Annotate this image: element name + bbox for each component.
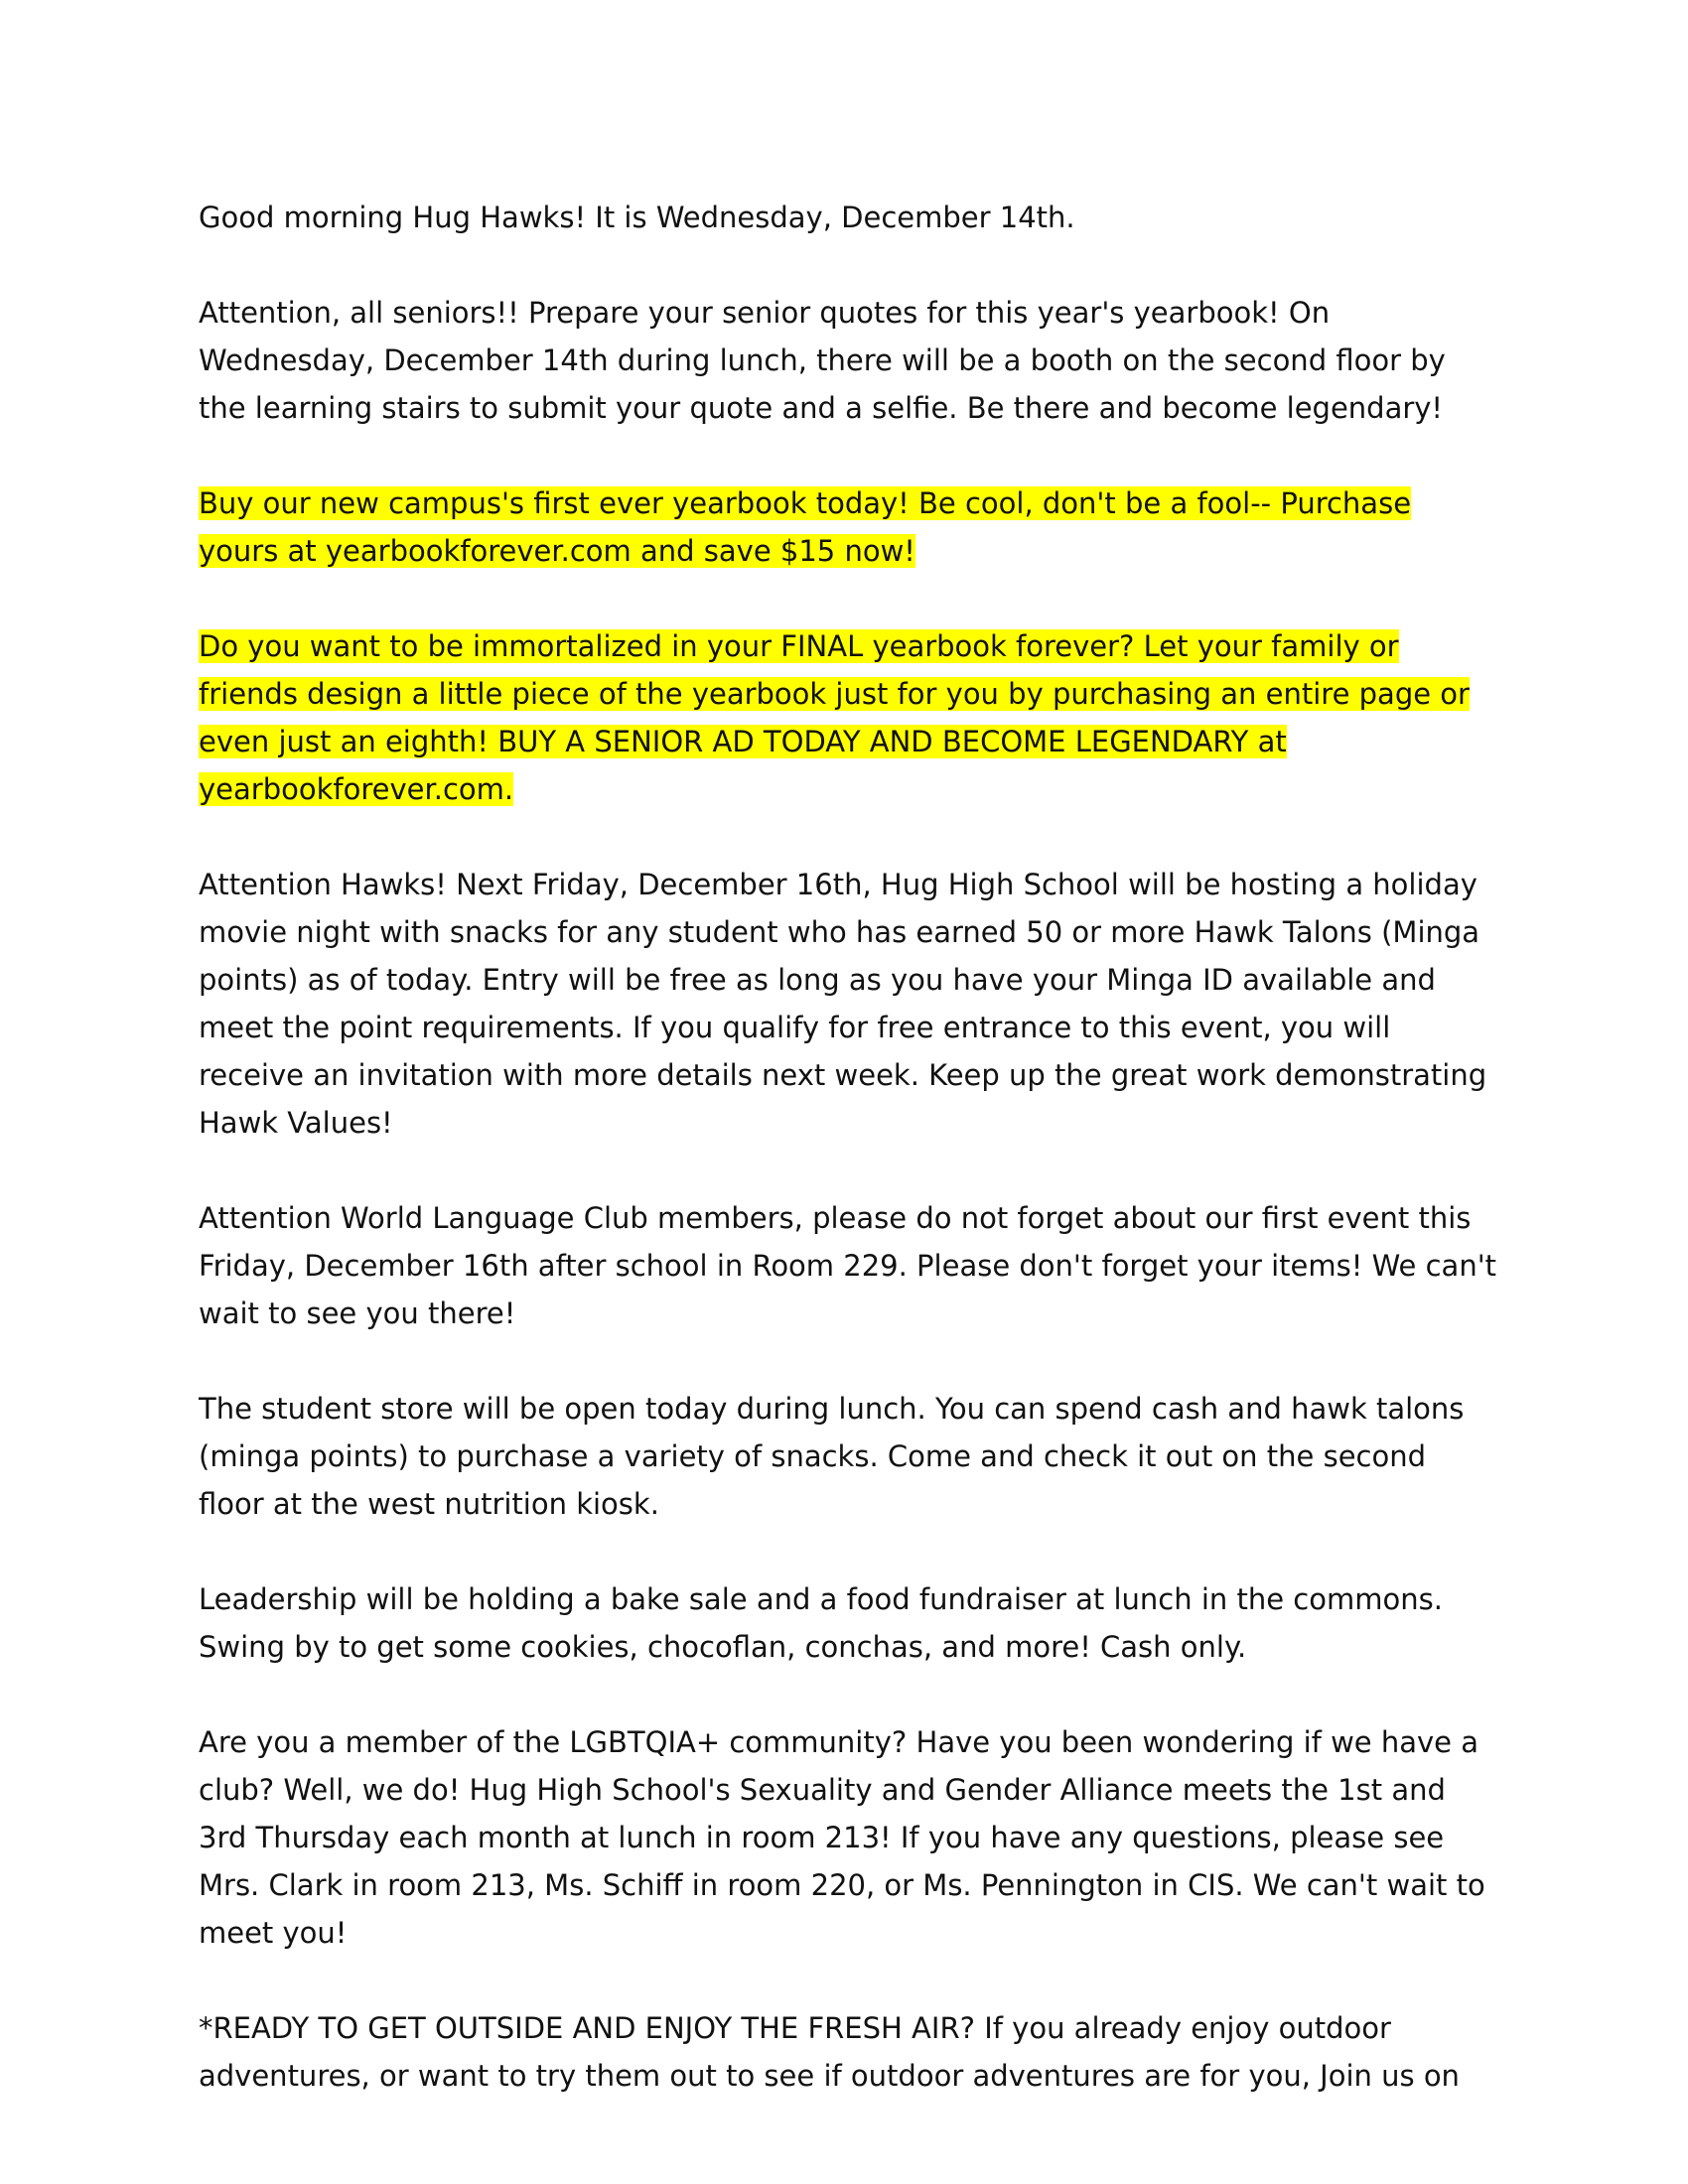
paragraph-text: Attention Hawks! Next Friday, December 16th, Hug High School will be hosting a holiday movie night with snacks for any student who has earned 50 or more Hawk Talons (Minga points) as of today. Entry will be free as long as you have your Minga ID available and meet the point requirements. If you qualify for free entrance to this event, you will receive an invitation with more details next week. Keep up the great work demonstrating Hawk Values! xyxy=(199,868,1487,1140)
yearbook-purchase-paragraph xyxy=(199,479,1499,575)
movie-night-paragraph xyxy=(199,861,1499,1147)
announcements-body xyxy=(199,194,1499,2147)
paragraph-text: Are you a member of the LGBTQIA+ community? Have you been wondering if we have a club? Well, we do! Hug High School's Sexuality and Gender Alliance meets the 1st and 3rd Thursday each month at lunch in room 213! If you have any questions, please see Mrs. Clark in room 213, Ms. Schiff in room 220, or Ms. Pennington in CIS. We can't wait to meet you! xyxy=(199,1725,1485,1950)
senior-quotes-paragraph xyxy=(199,289,1499,432)
senior-ad-paragraph xyxy=(199,622,1499,813)
paragraph-text: Attention World Language Club members, please do not forget about our first event this Friday, December 16th after school in Room 229. Please don't forget your items! We can't wait to see you there! xyxy=(199,1201,1497,1330)
paragraph-text: The student store will be open today during lunch. You can spend cash and hawk talons (minga points) to purchase a variety of snacks. Come and check it out on the second floor at the west nutrition kiosk. xyxy=(199,1392,1465,1521)
paragraph-text: Good morning Hug Hawks! It is Wednesday, December 14th. xyxy=(199,201,1075,234)
outdoor-adventures-paragraph xyxy=(199,2004,1499,2100)
student-store-paragraph xyxy=(199,1385,1499,1528)
greeting-paragraph xyxy=(199,194,1499,241)
world-language-club-paragraph xyxy=(199,1194,1499,1337)
paragraph-text: Leadership will be holding a bake sale and a food fundraiser at lunch in the commons. Swing by to get some cookies, chocoflan, conchas, and more! Cash only. xyxy=(199,1582,1443,1664)
bake-sale-paragraph xyxy=(199,1575,1499,1671)
gender-alliance-paragraph xyxy=(199,1718,1499,1957)
paragraph-text: *READY TO GET OUTSIDE AND ENJOY THE FRESH AIR? If you already enjoy outdoor adventures, or want to try them out to see if outdoor adventures are for you, Join us on xyxy=(199,2011,1460,2093)
highlighted-text: Do you want to be immortalized in your FINAL yearbook forever? Let your family or friends design a little piece of the yearbook just for you by purchasing an entire page or even just an eighth! BUY A SENIOR AD TODAY AND BECOME LEGENDARY at yearbookforever.com. xyxy=(199,629,1470,806)
highlighted-text: Buy our new campus's first ever yearbook today! Be cool, don't be a fool-- Purchase yours at yearbookforever.com and save $15 now! xyxy=(199,486,1412,568)
paragraph-text: Attention, all seniors!! Prepare your senior quotes for this year's yearbook! On Wednesday, December 14th during lunch, there will be a booth on the second floor by the learning stairs to submit your quote and a selfie. Be there and become legendary! xyxy=(199,296,1446,425)
